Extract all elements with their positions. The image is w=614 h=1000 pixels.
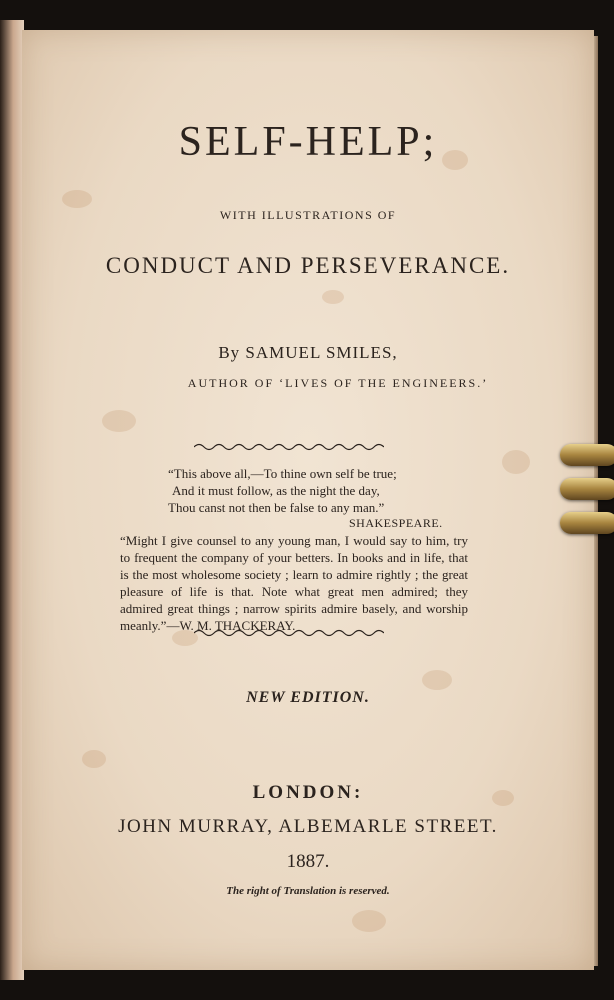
ornamental-rule-bottom (194, 628, 384, 638)
publisher: JOHN MURRAY, ALBEMARLE STREET. (118, 816, 498, 837)
clasp-bar (560, 478, 614, 500)
poem-line: Thou canst not then be false to any man.” (168, 500, 385, 515)
poem-line: “This above all,—To thine own self be true; (168, 466, 397, 481)
city: LONDON: (252, 782, 364, 803)
foxing-spot (502, 450, 530, 474)
quote-epigraph: “Might I give counsel to any young man, I would say to him, try to frequent the company of your betters. In books and in life, that is the most wholesome society ; learn to admire rightly ; the great pleasure of life is that. Note what great men admired; they admired great things ; narrow spirits admire basely, and worship meanly.”—W. M. THACKERAY. (120, 533, 468, 633)
poem-epigraph (168, 465, 397, 516)
subtitle-large: CONDUCT AND PERSEVERANCE. (105, 253, 511, 278)
ornamental-rule-top (194, 442, 384, 452)
byline: By SAMUEL SMILES, (218, 343, 398, 362)
foxing-spot (322, 290, 344, 304)
publication-year: 1887. (286, 851, 330, 872)
foxing-spot (102, 410, 136, 432)
foxing-spot (422, 670, 452, 690)
title-page (22, 30, 594, 970)
book-title: SELF-HELP; (178, 119, 438, 165)
poem-attribution: SHAKESPEARE. (349, 516, 443, 530)
clasp-bar (560, 512, 614, 534)
book-spine-left (0, 20, 24, 980)
poem-line: And it must follow, as the night the day, (172, 483, 380, 498)
foxing-spot (62, 190, 92, 208)
clasp-bar (560, 444, 614, 466)
author-note: AUTHOR OF ‘LIVES OF THE ENGINEERS.’ (187, 376, 489, 390)
foxing-spot (352, 910, 386, 932)
foxing-spot (82, 750, 106, 768)
book-clasp (560, 440, 614, 536)
rights-notice: The right of Translation is reserved. (226, 885, 390, 897)
edition-label: NEW EDITION. (246, 689, 370, 706)
subtitle-small: WITH ILLUSTRATIONS OF (219, 208, 397, 222)
